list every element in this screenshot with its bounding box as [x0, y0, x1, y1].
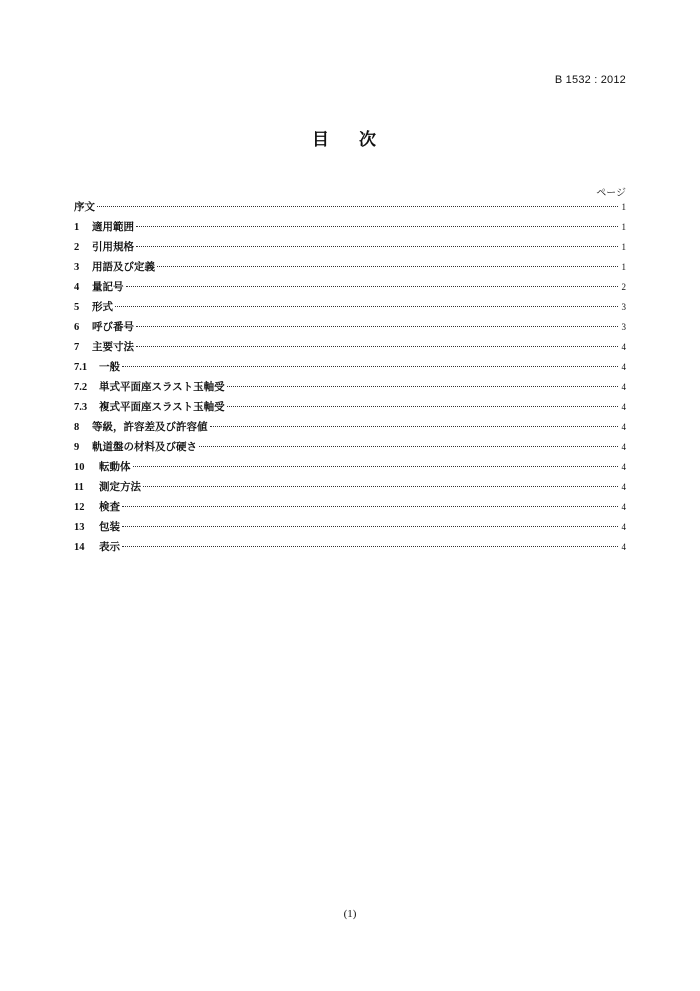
toc-leader-dots [210, 426, 619, 427]
toc-entry[interactable] [74, 239, 626, 259]
toc-leader-dots [227, 406, 618, 407]
toc-entry[interactable] [74, 219, 626, 239]
toc-entry-label: 形式 [92, 301, 113, 313]
toc-leader-dots [122, 526, 618, 527]
toc-entry[interactable] [74, 319, 626, 339]
toc-leader-dots [122, 366, 618, 367]
toc-entry-page: 2 [621, 282, 626, 292]
toc-entry-number: 11 [74, 482, 84, 493]
toc-leader-dots [126, 286, 619, 287]
toc-entry-number: 5 [74, 302, 80, 313]
toc-entry-page: 4 [621, 482, 626, 492]
toc-entry-number: 7.2 [74, 382, 88, 393]
toc-entry-page: 1 [621, 262, 626, 272]
toc-entry-page: 4 [621, 442, 626, 452]
toc-entry[interactable] [74, 379, 626, 399]
toc-entry[interactable] [74, 299, 626, 319]
toc-entry[interactable] [74, 439, 626, 459]
toc-leader-dots [227, 386, 618, 387]
toc-entry-page: 4 [621, 502, 626, 512]
toc-entry-number: 13 [74, 522, 85, 533]
toc-entry[interactable] [74, 499, 626, 519]
toc-entry-page: 4 [621, 462, 626, 472]
toc-entry-number: 2 [74, 242, 80, 253]
toc-entry-page: 4 [621, 382, 626, 392]
toc-entry-page: 1 [621, 202, 626, 212]
toc-entry-label: 軌道盤の材料及び硬さ [92, 441, 197, 453]
toc-leader-dots [199, 446, 618, 447]
toc-entry-number: 8 [74, 422, 80, 433]
toc-entry-page: 4 [621, 522, 626, 532]
toc-entry[interactable] [74, 539, 626, 559]
toc-entry[interactable] [74, 399, 626, 419]
toc-entry-label: 呼び番号 [92, 321, 134, 333]
toc-entry-number: 7 [74, 342, 80, 353]
toc-entry-number: 7.3 [74, 402, 88, 413]
toc-entry-label: 序文 [74, 201, 95, 213]
toc-leader-dots [122, 506, 618, 507]
toc-entry-label: 包装 [99, 521, 120, 533]
toc-leader-dots [122, 546, 618, 547]
toc-leader-dots [115, 306, 618, 307]
toc-entry-label: 量記号 [92, 281, 124, 293]
toc-entry-label: 単式平面座スラスト玉軸受 [99, 381, 225, 393]
toc-entry-number: 6 [74, 322, 80, 333]
toc-entry-label: 主要寸法 [92, 341, 134, 353]
toc-leader-dots [97, 206, 618, 207]
toc-entry[interactable] [74, 479, 626, 499]
toc-entry-number: 7.1 [74, 362, 88, 373]
toc-leader-dots [143, 486, 618, 487]
toc-entry-page: 3 [621, 322, 626, 332]
toc-leader-dots [136, 246, 618, 247]
toc-entry[interactable] [74, 359, 626, 379]
toc-entry[interactable] [74, 259, 626, 279]
toc-entry-page: 3 [621, 302, 626, 312]
toc-entry-label: 適用範囲 [92, 221, 134, 233]
toc-entry-number: 9 [74, 442, 80, 453]
toc-entry-label: 転動体 [99, 461, 131, 473]
toc-entry[interactable] [74, 459, 626, 479]
toc-entry[interactable] [74, 279, 626, 299]
toc-leader-dots [133, 466, 619, 467]
toc-entry-page: 4 [621, 342, 626, 352]
toc-entry-page: 4 [621, 402, 626, 412]
toc-entry-label: 一般 [99, 361, 120, 373]
toc-entry-number: 14 [74, 542, 85, 553]
toc-entry-label: 測定方法 [99, 481, 141, 493]
toc-entry-label: 等級，許容差及び許容値 [92, 421, 208, 433]
toc-entry-label: 表示 [99, 541, 120, 553]
toc-entry[interactable] [74, 419, 626, 439]
toc-entry-page: 1 [621, 242, 626, 252]
toc-entry-label: 複式平面座スラスト玉軸受 [99, 401, 225, 413]
toc-entry-page: 4 [621, 362, 626, 372]
table-of-contents [74, 199, 626, 559]
toc-entry-number: 1 [74, 222, 80, 233]
toc-entry[interactable] [74, 199, 626, 219]
toc-entry-number: 3 [74, 262, 80, 273]
toc-entry-number: 12 [74, 502, 85, 513]
toc-entry[interactable] [74, 519, 626, 539]
toc-entry-label: 検査 [99, 501, 120, 513]
page-column-label: ページ [596, 188, 626, 199]
toc-entry-page: 1 [621, 222, 626, 232]
footer-page-number: (1) [343, 908, 357, 920]
toc-leader-dots [136, 226, 618, 227]
toc-entry-label: 用語及び定義 [92, 261, 155, 273]
toc-entry-number: 10 [74, 462, 85, 473]
toc-leader-dots [157, 266, 618, 267]
standard-code: B 1532 : 2012 [554, 74, 626, 86]
toc-leader-dots [136, 346, 618, 347]
page-title: 目 次 [312, 130, 388, 150]
toc-entry-number: 4 [74, 282, 80, 293]
toc-entry-label: 引用規格 [92, 241, 134, 253]
toc-leader-dots [136, 326, 618, 327]
toc-entry-page: 4 [621, 422, 626, 432]
toc-entry-page: 4 [621, 542, 626, 552]
toc-entry[interactable] [74, 339, 626, 359]
